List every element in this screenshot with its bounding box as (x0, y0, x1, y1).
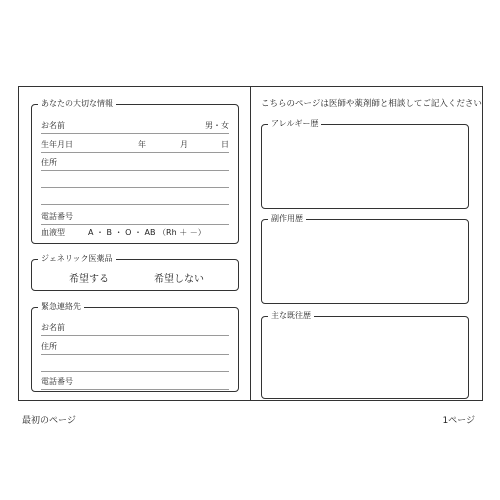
phone-label: 電話番号 (41, 212, 73, 221)
day-label: 日 (221, 140, 229, 149)
generic-drug-box (31, 254, 239, 291)
blood-type-options[interactable]: A ・ B ・ O ・ AB （Rh ＋ －） (88, 228, 206, 237)
side-effect-history-title: 副作用歴 (268, 213, 306, 225)
blood-type-label: 血液型 (41, 228, 65, 237)
personal-info-title: あなたの大切な情報 (38, 98, 116, 110)
emergency-name-row[interactable] (41, 320, 229, 336)
booklet-spine (250, 86, 251, 401)
address-line[interactable] (41, 189, 229, 205)
emergency-contact-box (31, 302, 239, 392)
name-row[interactable] (41, 118, 229, 134)
address-label: 住所 (41, 158, 57, 167)
right-page-caption: 1ページ (442, 416, 475, 426)
emergency-name-label: お名前 (41, 323, 65, 332)
left-page-caption: 最初のページ (22, 416, 76, 426)
allergy-history-title: アレルギー歴 (268, 118, 321, 130)
birthdate-row[interactable] (41, 137, 229, 153)
emergency-phone-row[interactable] (41, 374, 229, 390)
name-label: お名前 (41, 121, 65, 130)
birthdate-label: 生年月日 (41, 140, 73, 149)
side-effect-history-box[interactable] (261, 214, 469, 304)
address-row[interactable] (41, 155, 229, 171)
address-line[interactable] (41, 172, 229, 188)
year-label: 年 (138, 140, 146, 149)
allergy-history-box[interactable] (261, 119, 469, 209)
emergency-address-label: 住所 (41, 342, 57, 351)
month-label: 月 (180, 140, 188, 149)
emergency-phone-label: 電話番号 (41, 377, 73, 386)
emergency-contact-title: 緊急連絡先 (38, 301, 84, 313)
generic-yes-option[interactable]: 希望する (69, 274, 109, 285)
emergency-address-row[interactable] (41, 339, 229, 355)
emergency-address-line[interactable] (41, 356, 229, 372)
gender-choice[interactable]: 男・女 (205, 121, 229, 130)
personal-info-box (31, 99, 239, 244)
medical-history-box[interactable] (261, 311, 469, 399)
generic-drug-title: ジェネリック医薬品 (38, 253, 116, 265)
medical-history-title: 主な既往歴 (268, 310, 314, 322)
phone-row[interactable] (41, 209, 229, 225)
generic-no-option[interactable]: 希望しない (154, 274, 204, 285)
right-page-header: こちらのページは医師や薬剤師と相談してご記入ください (261, 99, 482, 109)
